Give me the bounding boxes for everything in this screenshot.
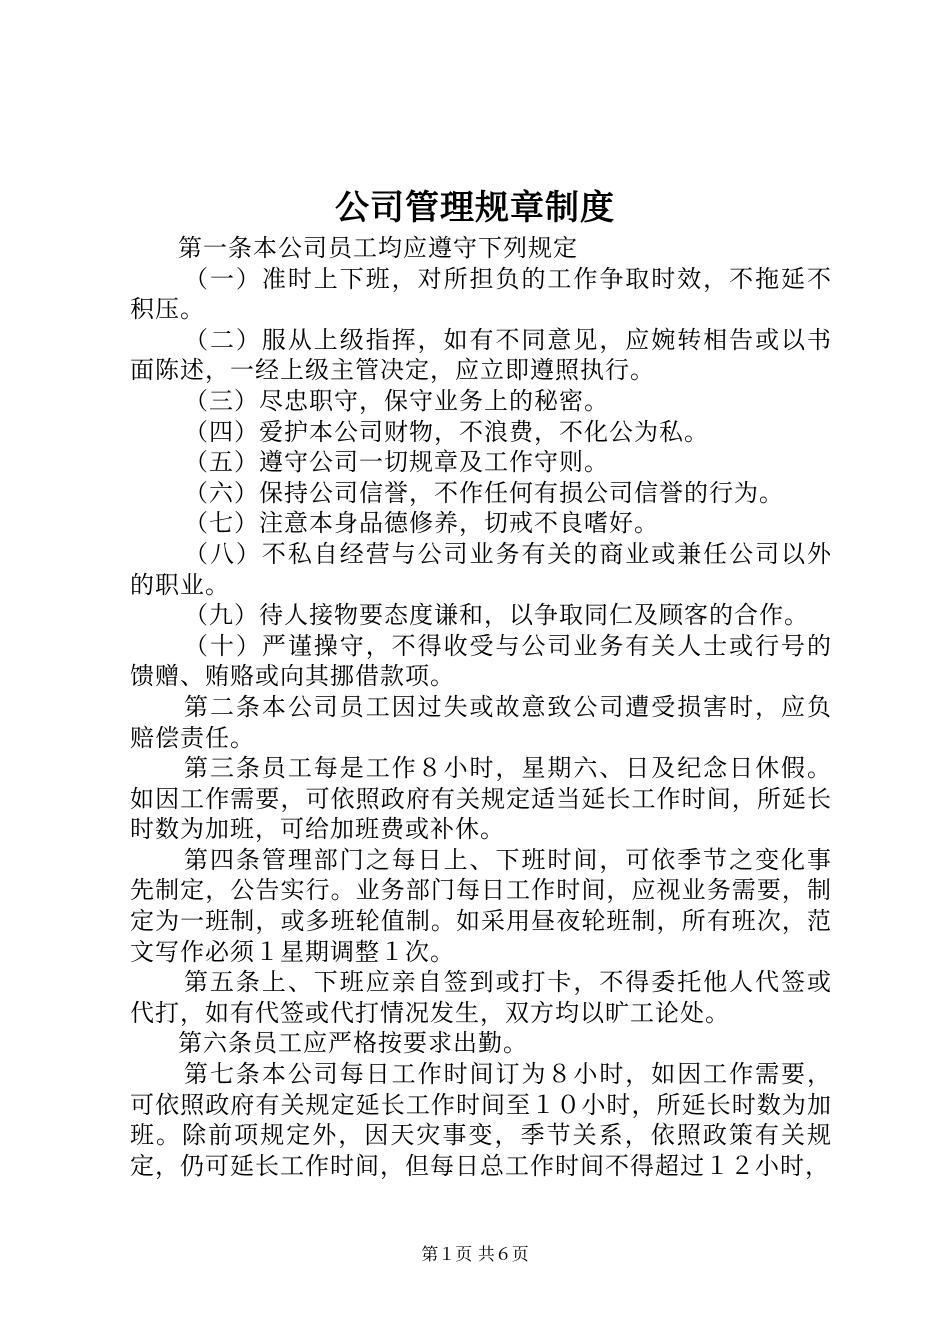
clause-paragraph: （三）尽忠职守，保守业务上的秘密。 — [184, 386, 609, 415]
clause-paragraph: （二）服从上级指挥，如有不同意见，应婉转相告或以书面陈述，一经上级主管决定，应立即遵照执行。 — [130, 325, 832, 385]
article-paragraph: 第一条本公司员工均应遵守下列规定 — [178, 234, 578, 262]
article-paragraph: 第五条上、下班应亲自签到或打卡，不得委托他人代签或代打，如有代签或代打情况发生，双方均以旷工论处。 — [130, 968, 832, 1027]
clause-paragraph: （十）严谨操守，不得收受与公司业务有关人士或行号的馈赠、贿赂或向其挪借款项。 — [130, 631, 832, 691]
article-paragraph: 第四条管理部门之每日上、下班时间，可依季节之变化事先制定，公告实行。业务部门每日工作时间，应视业务需要，制定为一班制，或多班轮值制。如采用昼夜轮班制，所有班次，范文写作必须１星期调整１次。 — [130, 845, 832, 966]
article-paragraph: 第二条本公司员工因过失或故意致公司遭受损害时，应负赔偿责任。 — [130, 692, 832, 752]
article-paragraph: 第七条本公司每日工作时间订为８小时，如因工作需要，可依照政府有关规定延长工作时间至１０小时，所延长时数为加班。除前项规定外，因天灾事变，季节关系，依照政策有关规定，仍可延长工作时间，但每日总工作时间不得超过１２小时， — [130, 1060, 832, 1180]
article-paragraph: 第三条员工每是工作８小时，星期六、日及纪念日休假。如因工作需要，可依照政府有关规定适当延长工作时间，所延长时数为加班，可给加班费或补休。 — [130, 754, 832, 844]
clause-paragraph: （九）待人接物要态度谦和，以争取同仁及顾客的合作。 — [184, 601, 809, 630]
document-title: 公司管理规章制度 — [335, 188, 615, 228]
clause-paragraph: （六）保持公司信誉，不作任何有损公司信誉的行为。 — [184, 478, 784, 507]
clause-paragraph: （五）遵守公司一切规章及工作守则。 — [184, 448, 609, 477]
article-paragraph: 第六条员工应严格按要求出勤。 — [178, 1029, 528, 1058]
clause-paragraph: （七）注意本身品德修养，切戒不良嗜好。 — [184, 509, 659, 538]
clause-paragraph: （一）准时上下班，对所担负的工作争取时效，不拖延不积压。 — [130, 264, 832, 324]
clause-paragraph: （四）爱护本公司财物，不浪费，不化公为私。 — [184, 417, 709, 446]
clause-paragraph: （八）不私自经营与公司业务有关的商业或兼任公司以外的职业。 — [130, 539, 832, 599]
page-footer: 第１页 共６页 — [421, 1245, 529, 1265]
document-body — [130, 233, 832, 1181]
